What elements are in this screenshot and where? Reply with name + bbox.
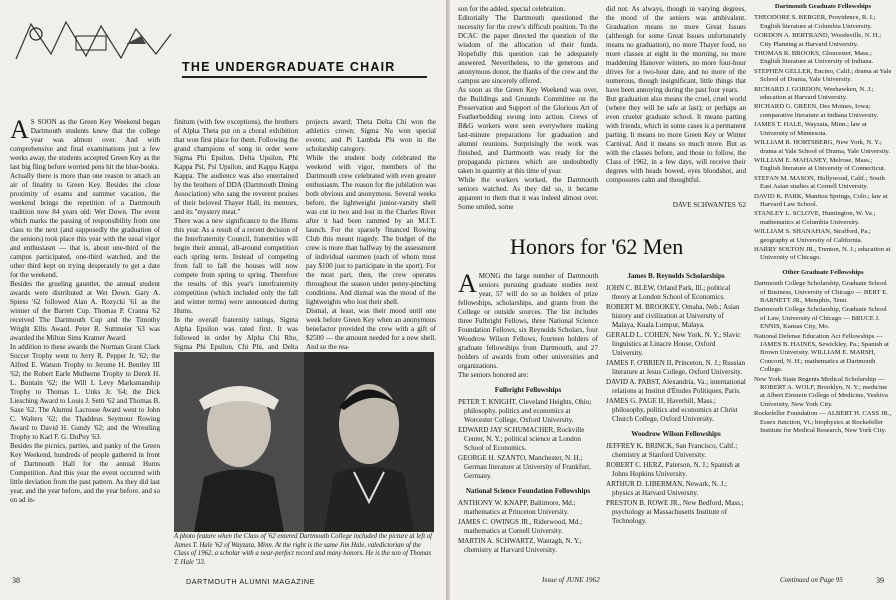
list-item: New York State Regents Medical Scholarship — ROBERT A. WOLF, Brooklyn, N. Y.; medicine at Albert Einstein College of Medicine, Yeshiva University, New York City. bbox=[754, 375, 888, 408]
list-item: GORDON A. BERTRAND, Woodsville, N. H.; City Planning at Harvard University. bbox=[754, 32, 882, 48]
photo-image-icon bbox=[174, 352, 434, 532]
honors-drop-cap: A bbox=[458, 269, 477, 298]
section-title: THE UNDERGRADUATE CHAIR bbox=[182, 60, 396, 74]
list-item: JAMES C. OWINGS JR., Riderwood, Md.; mathematics at Cornell University. bbox=[458, 518, 583, 535]
right-column-2: did not. As always, though in varying degrees, the mood of the seniors was ambivalent. Graduation means no more Great Issues (although for some Great Issues unfortunately means no graduation), no more Thayer food, no more classes at eight in the morning, no more maddening Hanover winters, no more four-hour drives for a two-hour date, and no more of the numerous, though insignificant, little things that have been annoying during the past four years. But graduation also means the cruel, cruel world (where they will be safe at last); or perhaps an even crueler graduate school. It means parting with friends, which in some cases is a permanent parting. It means no more Green Key or Winter Carnival. And it means so much more. But as with the classes before, and those to follow, the Class of 1962, in a few days, will receive their degrees with heads bowed, eyes bloodshot, and composures calm and thoughtful. bbox=[606, 5, 746, 184]
list-item: DAVID A. PABST, Alexandria, Va.; international relations at Institut d'Études Politiques, Paris. bbox=[606, 378, 746, 395]
list-item: GEORGE H. SZANTO, Manchester, N. H.; German literature at University of Frankfurt, Germany. bbox=[458, 454, 591, 480]
list-item: MARTIN A. SCHWARTZ, Wantagh, N. Y.; chemistry at Harvard University. bbox=[458, 537, 582, 554]
list-item: DAVID K. PARK, Manitou Springs, Colo.; law at Harvard Law School. bbox=[754, 192, 888, 208]
list-item: Rockefeller Foundation — ALBERT H. CASS JR., Essex Junction, Vt.; biophysics at Rockefeller Institute for Medical Research, New York City. bbox=[754, 410, 892, 435]
list-item: JAMES T. HALE, Wayzata, Minn.; law at University of Minnesota. bbox=[754, 121, 867, 137]
list-item: RICHARD G. GREEN, Des Moines, Iowa; comparative literature at Indiana University. bbox=[754, 103, 879, 119]
list-item: THEODORE S. BERGER, Providence, R. I.; English literature at Columbia University. bbox=[754, 14, 876, 30]
list-item: WILLIAM S. SHANAHAN, Strafford, Pa.; geography at University of California. bbox=[754, 228, 871, 244]
photo-caption: A photo feature when the Class of '62 entered Dartmouth College included the picture at left of James T. Hale '62 of Wayzata, Minn. At the right is the same Jim Hale, valedictorian of the Class of 1962, a scholar with a near-perfect record and many honors. He is the son of Thomas T. Hale '33. bbox=[174, 533, 433, 566]
other-fellowships-heading: Other Graduate Fellowships bbox=[782, 268, 864, 276]
grad-fellowships-heading: Dartmouth Graduate Fellowships bbox=[774, 3, 872, 10]
honors-intro: MONG the large number of Dartmouth seniors pursuing graduate studies next year, 57 will do so as holders of prize fellowships, scholarships, and grants from the College or outside sources. The list includes three Fulbright Fellows, three National Science Foundation Fellows, six Reynolds Scholars, four Woodrow Wilson Fellows, fourteen holders of graduate fellowships from Dartmouth, and 27 holders of awards from other universities and organizations. The seniors honored are: bbox=[458, 272, 598, 379]
list-item: ROBERT C. HERZ, Paterson, N. J.; Spanish at Johns Hopkins University. bbox=[606, 461, 740, 478]
reynolds-heading: James B. Reynolds Scholarships bbox=[627, 272, 725, 280]
page-number-left: 38 bbox=[12, 576, 20, 585]
continued-note: Continued on Page 95 bbox=[780, 576, 843, 584]
title-rule bbox=[182, 76, 427, 78]
list-item: JAMES G. PAGE II, Haverhill, Mass.; philosophy, politics and economics at Christ Church College, Oxford University. bbox=[606, 397, 738, 423]
list-item: STEFAN M. MASON, Hollywood, Calif.; South East Asian studies at Cornell University. bbox=[754, 174, 885, 191]
list-item: JEFFREY K. BRINCK, San Francisco, Calif.; chemistry at Stanford University. bbox=[606, 442, 738, 459]
student-photo bbox=[174, 352, 434, 532]
list-item: ARTHUR D. LIBERMAN, Newark, N. J.; physics at Harvard University. bbox=[606, 480, 727, 497]
list-item: JOHN C. BLEW, Orland Park, Ill.; political theory at London School of Economics. bbox=[606, 284, 731, 301]
wilson-heading: Woodrow Wilson Fellowships bbox=[631, 430, 721, 438]
honors-title: Honors for '62 Men bbox=[510, 234, 684, 259]
byline: DAVE SCHWANTES '62 bbox=[672, 201, 746, 209]
list-item: PRESTON B. ROWE JR., New Bedford, Mass.; psychology at Massachusetts Institute of Technology. bbox=[606, 499, 744, 525]
list-item: STEPHEN GELLER, Encino, Calif.; drama at Yale School of Drama, Yale University. bbox=[754, 67, 892, 84]
issue-label: Issue of JUNE 1962 bbox=[542, 576, 600, 584]
list-item: STANLEY L. SCLOVE, Huntington, W. Va.; mathematics at Columbia University. bbox=[754, 210, 876, 226]
list-item: Dartmouth College Scholarship, Graduate School of Business, University of Chicago — BERT E. BARNETT JR., Memphis, Tenn. bbox=[754, 280, 888, 304]
list-item: GERALD L. COHEN, New York, N. Y.; Slavic linguistics at Linacre House, Oxford University. bbox=[606, 331, 741, 357]
list-item: Dartmouth College Scholarship, Graduate School of Law, University of Chicago — BRUCE J. ENNIS, Kansas City, Mo. bbox=[754, 306, 887, 331]
list-item: PETER T. KNIGHT, Cleveland Heights, Ohio; philosophy, politics and economics at Worcester College, Oxford University. bbox=[458, 398, 592, 424]
drop-cap: A bbox=[10, 115, 29, 144]
list-item: EDWARD JAY SCHUMACHER, Rockville Center, N. Y.; political science at London School of Economics. bbox=[458, 426, 585, 452]
nsf-heading: National Science Foundation Fellowships bbox=[465, 487, 591, 495]
right-column-1: son for the added, special celebration. Editorially The Dartmouth questioned the necessity for the crew's difficult position. To the DCAC the paper directed the question of the wisdom of the allocation of their funds. Hopefully this question can be adequately answered. Nevertheless, to the generous and anonymous donor, the thanks of the crew and the campus are sincerely offered. As soon as the Green Key Weekend was over, the Buildings and Grounds Committee on the Preservation and Support of the Glorious Art of Featherbedding swung into action. Crews of B&G workers were seen everywhere making last-minute preparations for graduation and alumni reunions. Surprisingly the work was finished, and Dartmouth was ready for the propaganda pictures which are undoubtedly taken in quantity at this time of year. While the workers worked, the Dartmouth seniors watched. As they did so, it became apparent to them that it was indeed almost over. Some smiled, some bbox=[458, 5, 598, 211]
list-item: WILLIAM R. HORTSBERG, New York, N. Y.; drama at Yale School of Drama, Yale University. bbox=[754, 139, 891, 155]
left-column-1 bbox=[10, 115, 160, 570]
left-column-2: finitum (with few exceptions), the brothers of Alpha Theta put on a choral exhibition that won first place for them. Following the grand champions of song in order were Sigma Phi Epsilon, Delta Upsilon, Phi Kappa Psi, Psi Upsilon, and Kappa Kappa Kappa. The audience was also entertained by the brothers of DDA (Dartmouth Dining Association) who sang the reverent praises of their beloved Thayer Hall, its mentors, and its "mystery meat." There was a new significance to the Hums this year. As a result of a recent decision of the Interfraternity Council, fraternities will begin their annual, all-around competition each spring term. Instead of competing from fall to fall the houses will now compete from spring to spring. Therefore the results of this year's interfraternity competition (which included only the fall and winter terms) were announced during Hums. In the overall fraternity ratings, Sigma Alpha Epsilon was rated first. It was followed in order by Alpha Chi Rho, Sigma Phi Epsilon, Chi Phi, and Delta bbox=[174, 118, 298, 351]
fellowships-column bbox=[754, 3, 892, 571]
honors-column-1 bbox=[458, 269, 598, 572]
list-item: RICHARD J. GORDON, Weehawken, N. J.; education at Harvard University. bbox=[754, 85, 874, 102]
list-item: HARRY SOLTON JR., Trenton, N. J.; education at University of Chicago. bbox=[754, 245, 891, 262]
page-number-right: 39 bbox=[876, 576, 884, 585]
list-item: ROBERT M. BROOKEY, Omaha, Neb.; Asian history and civilization at University of Malaya, Kuala Lumpur, Malaya. bbox=[606, 303, 740, 329]
honors-column-2 bbox=[606, 272, 746, 572]
list-item: JAMES F. O'BRIEN II, Princeton, N. J.; Russian literature at Jesus College, Oxford University. bbox=[606, 359, 746, 376]
list-item: WILLIAM E. MAHANEY, Melrose, Mass.; English literature at University of Connecticut. bbox=[754, 156, 886, 173]
right-page bbox=[450, 0, 896, 600]
left-column-3: projects award; Theta Delta Chi won the athletics crown; Sigma Nu won special events; and Pi Lambda Phi won in the scholarship category. While the student body celebrated the weekend with vigor, members of the Dartmouth crew celebrated with even greater enthusiasm. The reason for the jubilation was both obvious and anonymous. Several weeks before, the lightweight junior-varsity shell was cut in two and lost in the Charles River after it had been rammed by an M.I.T. launch. For the sparsely financed Rowing Club this meant tragedy. The budget of the crew is more than halfway by the assessment of individual oarsmen (each of whom must pay $100 just to participate in the sport). For the most part, then, the crew operates throughout the season under penny-pinching conditions. And dismal was the mood of the lightweights who lost their shell. Dismal, at least, was their mood until one week before Green Key when an anonymous benefactor provided the crew with a gift of $2500 — the amount needed for a new shell. And so the rea- bbox=[306, 118, 436, 351]
left-page bbox=[0, 0, 446, 600]
fulbright-heading: Fulbright Fellowships bbox=[494, 386, 562, 394]
list-item: THOMAS R. BROOKS, Gloucester, Mass.; English literature at University of Indiana. bbox=[754, 50, 874, 66]
column-text: S SOON as the Green Key Weekend began Dartmouth students knew that the college year was almost over. And with comprehensive and final examinations just a few weeks away, the students accepted Green Key as the last big fling before worried pens hit the blue-books. Actually there is more than one reason to attach an air of finality to Green Key. Besides the close proximity of exams and summer vacation, the weekend brings the repetition of a Dartmouth tradition now 84 years old: Wet Down. The event which marks the passing of responsibility from one class to the next (and supposedly the graduation of the seniors) took place this year with the usual vigor and enthusiasm — that is, about one-third of the campus participated, one-third watched, and the other third kept on trying desperately to get a date for the weekend. Besides the grueling gauntlet, the annual student awards were distributed at Wet Down. Gary A. Spiess '62 followed Alan A. Rozycki '61 as the winner of the Barrett Cup. Thomas P. Cranna '62 received The Dartmouth Cup and the Timothy Wright Ellis Award. Peter R. Suttmeier '63 was awarded the Milton Sims Kramer Award. In addition to these awards the Norman Grant Clark Soccer Trophy went to Jerry R. Pepper Jr. '62; the Alfred E. Watson Trophy to Jerome H. Bentley III '62; the Robert Earle Mulherne Trophy to Derek H. L. Buntain '62; the Will L Levy Marksmanship Trophy to Thomas L. Unks Jr. '64; the Dick Liesching Award to Louis J. Setti '62 and Thomas B. Saxe '62. The Alumni Lacrosse Award went to John C. Walters '62; the Thaddeus Seymour Rowing Award to David H. Gundy '62; and the Wrestling Trophy to Karl F. G. DuPuy '63. Besides the picnics, parties, and panky of the Green Key Weekend, hundreds of people gathered in front of Dartmouth Hall for the annual Hums Competition. And this year the event occurred with little deviation from the past pattern. As they did last year, and the year before, and the year before, and so on ad in- bbox=[10, 118, 160, 504]
list-item: National Defense Education Act Fellowships — JAMES B. HAINES, Sewickley, Pa.; Spanish at Brown University. WILLIAM E. MARSH, Concord, N. H.; mathematics at Dartmouth College. bbox=[754, 332, 889, 374]
banner-illustration-icon bbox=[6, 14, 176, 64]
list-item: ANTHONY W. KNAPP, Baltimore, Md.; mathematics at Princeton University. bbox=[458, 499, 576, 516]
magazine-footer: DARTMOUTH ALUMNI MAGAZINE bbox=[186, 577, 316, 586]
